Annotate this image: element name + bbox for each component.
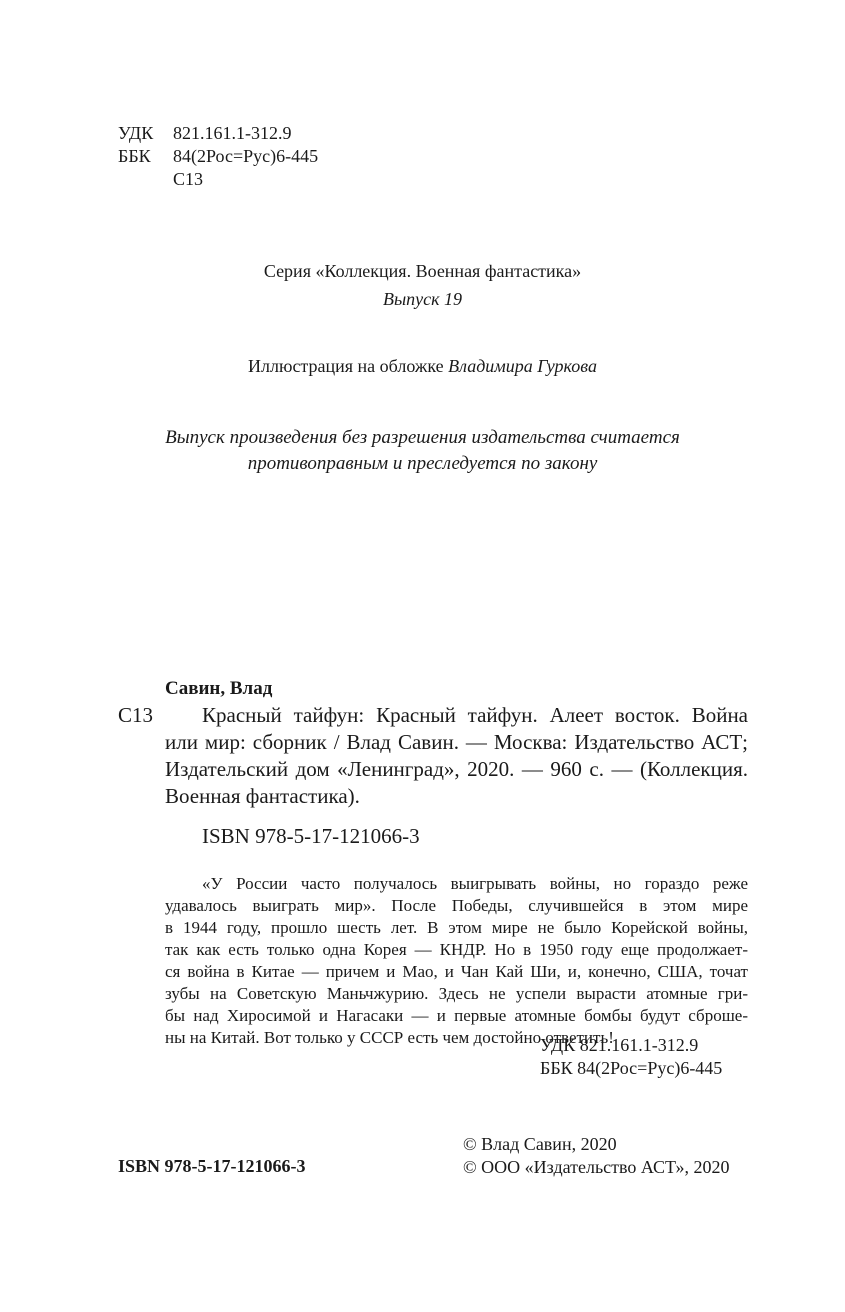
bottom-udk: УДК 821.161.1-312.9 bbox=[540, 1035, 699, 1055]
copyright-block bbox=[463, 1133, 730, 1179]
legal-notice-line: Выпуск произведения без разрешения издательства считается bbox=[165, 427, 680, 448]
udk-label: УДК bbox=[118, 123, 154, 143]
catalog-author: Савин, Влад bbox=[165, 678, 273, 699]
series-line: Серия «Коллекция. Военная фантастика» bbox=[263, 261, 582, 281]
bottom-bbk: ББК 84(2Рос=Рус)6-445 bbox=[540, 1058, 723, 1078]
udk-value: 821.161.1-312.9 bbox=[173, 123, 292, 143]
udk-row bbox=[118, 122, 318, 145]
catalog-line: Военная фантастика). bbox=[165, 784, 360, 808]
annotation-line: ся война в Китае — причем и Мао, и Чан Кай Ши, и, конечно, США, точат bbox=[165, 962, 748, 981]
copyright-author: © Влад Савин, 2020 bbox=[463, 1134, 617, 1154]
bbk-value: 84(2Рос=Рус)6-445 bbox=[173, 146, 319, 166]
catalog-line: Красный тайфун: Красный тайфун. Алеет восток. Война bbox=[202, 703, 748, 727]
legal-notice-line: противоправным и преследуется по закону bbox=[247, 453, 598, 474]
bottom-codes bbox=[540, 1034, 722, 1080]
author-sign: С13 bbox=[173, 169, 204, 189]
footer-isbn: ISBN 978-5-17-121066-3 bbox=[118, 1156, 306, 1176]
annotation-line: в 1944 году, прошло шесть лет. В этом мире не было Корейской войны, bbox=[165, 918, 748, 937]
author-sign-row bbox=[118, 168, 318, 191]
annotation-line: бы над Хиросимой и Нагасаки — и первые атомные бомбы будут сброше- bbox=[165, 1006, 748, 1025]
series-issue: Выпуск 19 bbox=[382, 289, 463, 309]
annotation-line: удавалось выиграть мир». После Победы, случившейся в этом мире bbox=[165, 896, 748, 915]
annotation-line: ны на Китай. Вот только у СССР есть чем достойно ответить! bbox=[165, 1028, 614, 1047]
catalog-line: Издательский дом «Ленинград», 2020. — 960 с. — (Коллекция. bbox=[165, 757, 748, 781]
catalog-description bbox=[165, 702, 748, 810]
illustration-prefix: Иллюстрация на обложке bbox=[248, 356, 444, 376]
annotation bbox=[165, 873, 748, 1049]
illustration-credit bbox=[0, 356, 845, 377]
bbk-label: ББК bbox=[118, 146, 151, 166]
illustration-artist: Владимира Гуркова bbox=[448, 356, 597, 376]
catalog-sign: С13 bbox=[118, 703, 154, 727]
legal-notice bbox=[0, 425, 845, 477]
catalog-isbn: ISBN 978-5-17-121066-3 bbox=[202, 824, 420, 848]
classification-codes bbox=[118, 122, 318, 191]
annotation-line: зубы на Советскую Маньчжурию. Здесь не успели вырасти атомные гри- bbox=[165, 984, 748, 1003]
catalog-line: или мир: сборник / Влад Савин. — Москва: Издательство АСТ; bbox=[165, 730, 748, 754]
bbk-row bbox=[118, 145, 318, 168]
annotation-line: «У России часто получалось выигрывать войны, но гораздо реже bbox=[202, 874, 748, 893]
annotation-line: так как есть только одна Корея — КНДР. Но в 1950 году еще продолжает- bbox=[165, 940, 748, 959]
copyright-publisher: © ООО «Издательство АСТ», 2020 bbox=[463, 1157, 730, 1177]
